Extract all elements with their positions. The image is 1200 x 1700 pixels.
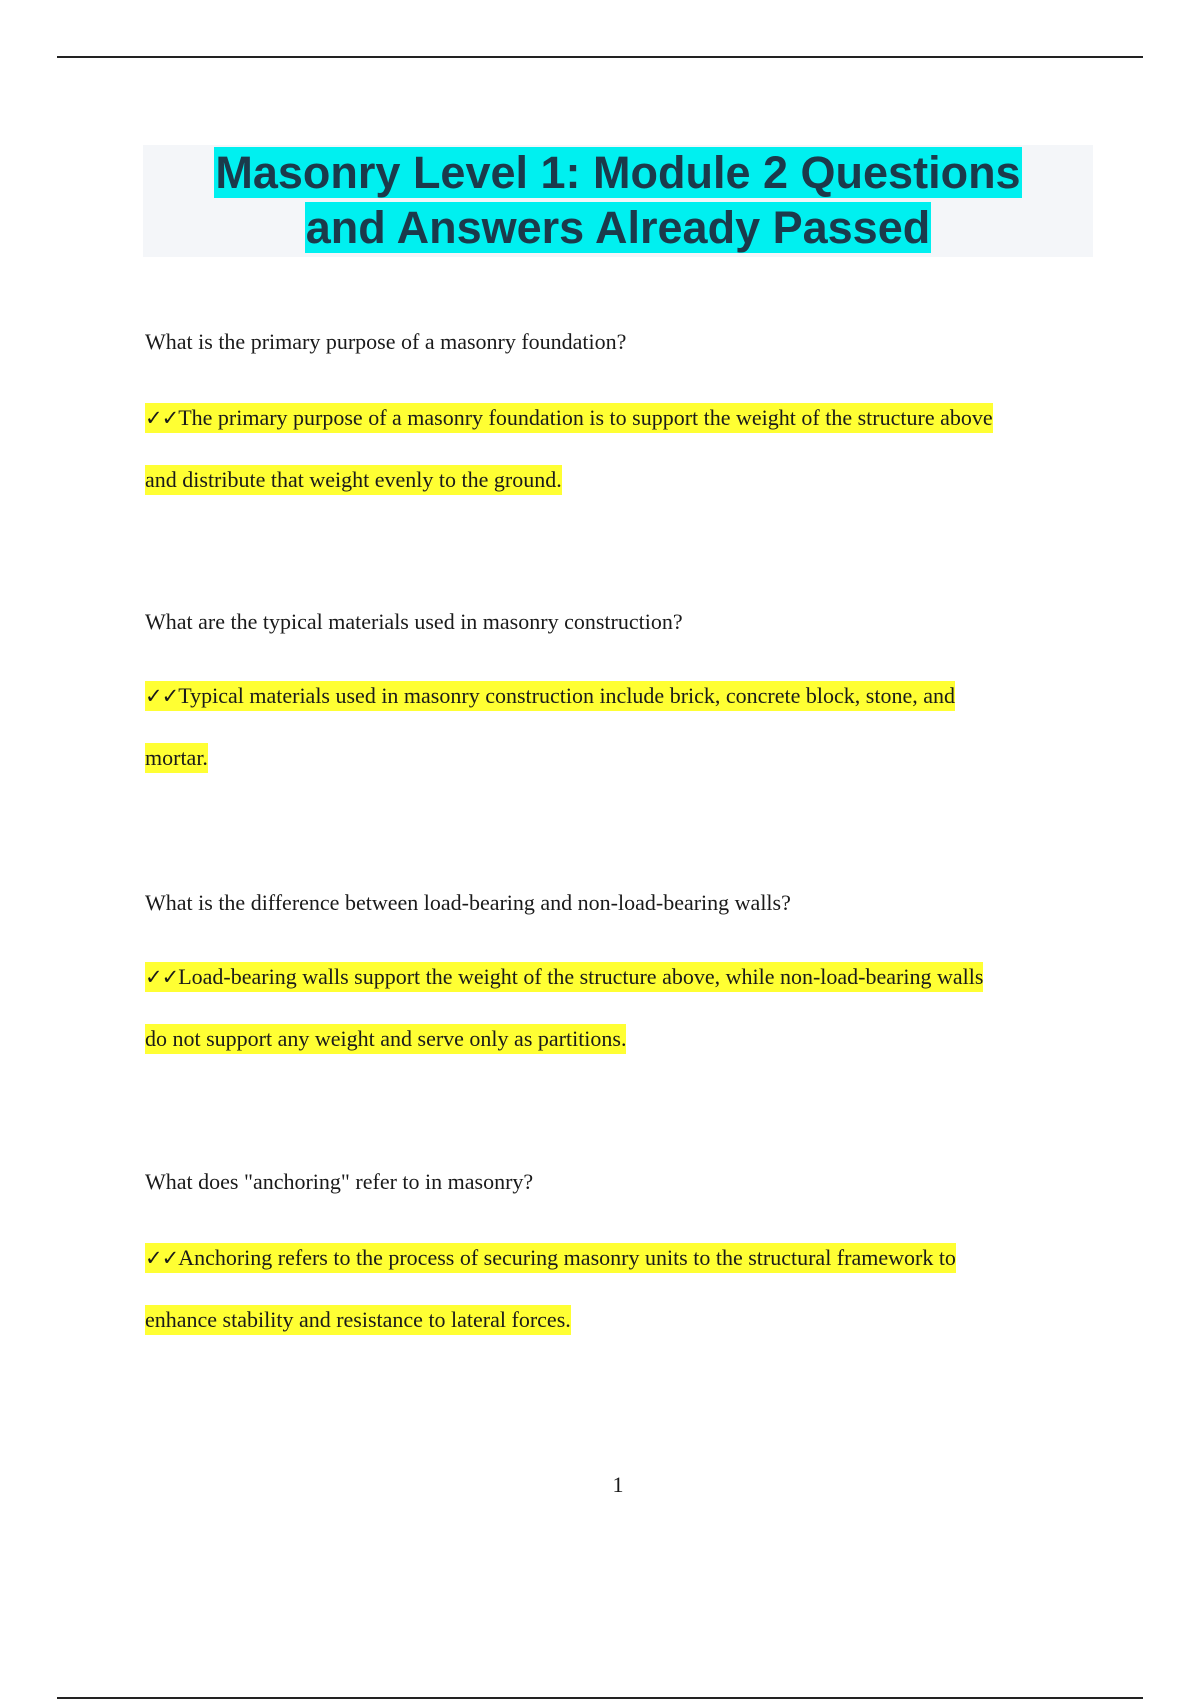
question-text: What is the difference between load-bearing and non-load-bearing walls? [145, 890, 791, 915]
answer-highlight: and distribute that weight evenly to the ground. [145, 465, 562, 495]
answer-highlight: ✓✓The primary purpose of a masonry foundation is to support the weight of the structure above [145, 403, 993, 433]
double-check-icon: ✓✓ [145, 684, 179, 708]
double-check-icon: ✓✓ [145, 1246, 179, 1270]
answer-text [145, 946, 1085, 1069]
answer-highlight: mortar. [145, 743, 208, 773]
answer-highlight: ✓✓Anchoring refers to the process of securing masonry units to the structural framework to [145, 1243, 956, 1273]
answer-text [145, 1227, 1085, 1350]
qa-item-3 [145, 890, 1085, 1069]
answer-highlight: enhance stability and resistance to lateral forces. [145, 1305, 571, 1335]
qa-item-4 [145, 1169, 1085, 1350]
double-check-icon: ✓✓ [145, 965, 179, 989]
question-text: What does "anchoring" refer to in masonry? [145, 1169, 534, 1194]
page-number: 1 [612, 1472, 624, 1497]
document-title [143, 145, 1093, 257]
top-rule [57, 56, 1143, 58]
question-text: What are the typical materials used in masonry construction? [145, 609, 683, 634]
bottom-rule [57, 1697, 1143, 1699]
title-line-2: and Answers Already Passed [305, 202, 931, 253]
qa-item-1 [145, 329, 1085, 510]
qa-item-2 [145, 609, 1085, 788]
question-text: What is the primary purpose of a masonry foundation? [145, 329, 627, 354]
title-line-1: Masonry Level 1: Module 2 Questions [215, 147, 1021, 198]
answer-text [145, 387, 1085, 510]
answer-highlight: ✓✓Load-bearing walls support the weight of the structure above, while non-load-bearing walls [145, 962, 983, 992]
double-check-icon: ✓✓ [145, 406, 179, 430]
answer-text [145, 665, 1085, 788]
answer-highlight: do not support any weight and serve only as partitions. [145, 1024, 626, 1054]
answer-highlight: ✓✓Typical materials used in masonry construction include brick, concrete block, stone, and [145, 681, 955, 711]
